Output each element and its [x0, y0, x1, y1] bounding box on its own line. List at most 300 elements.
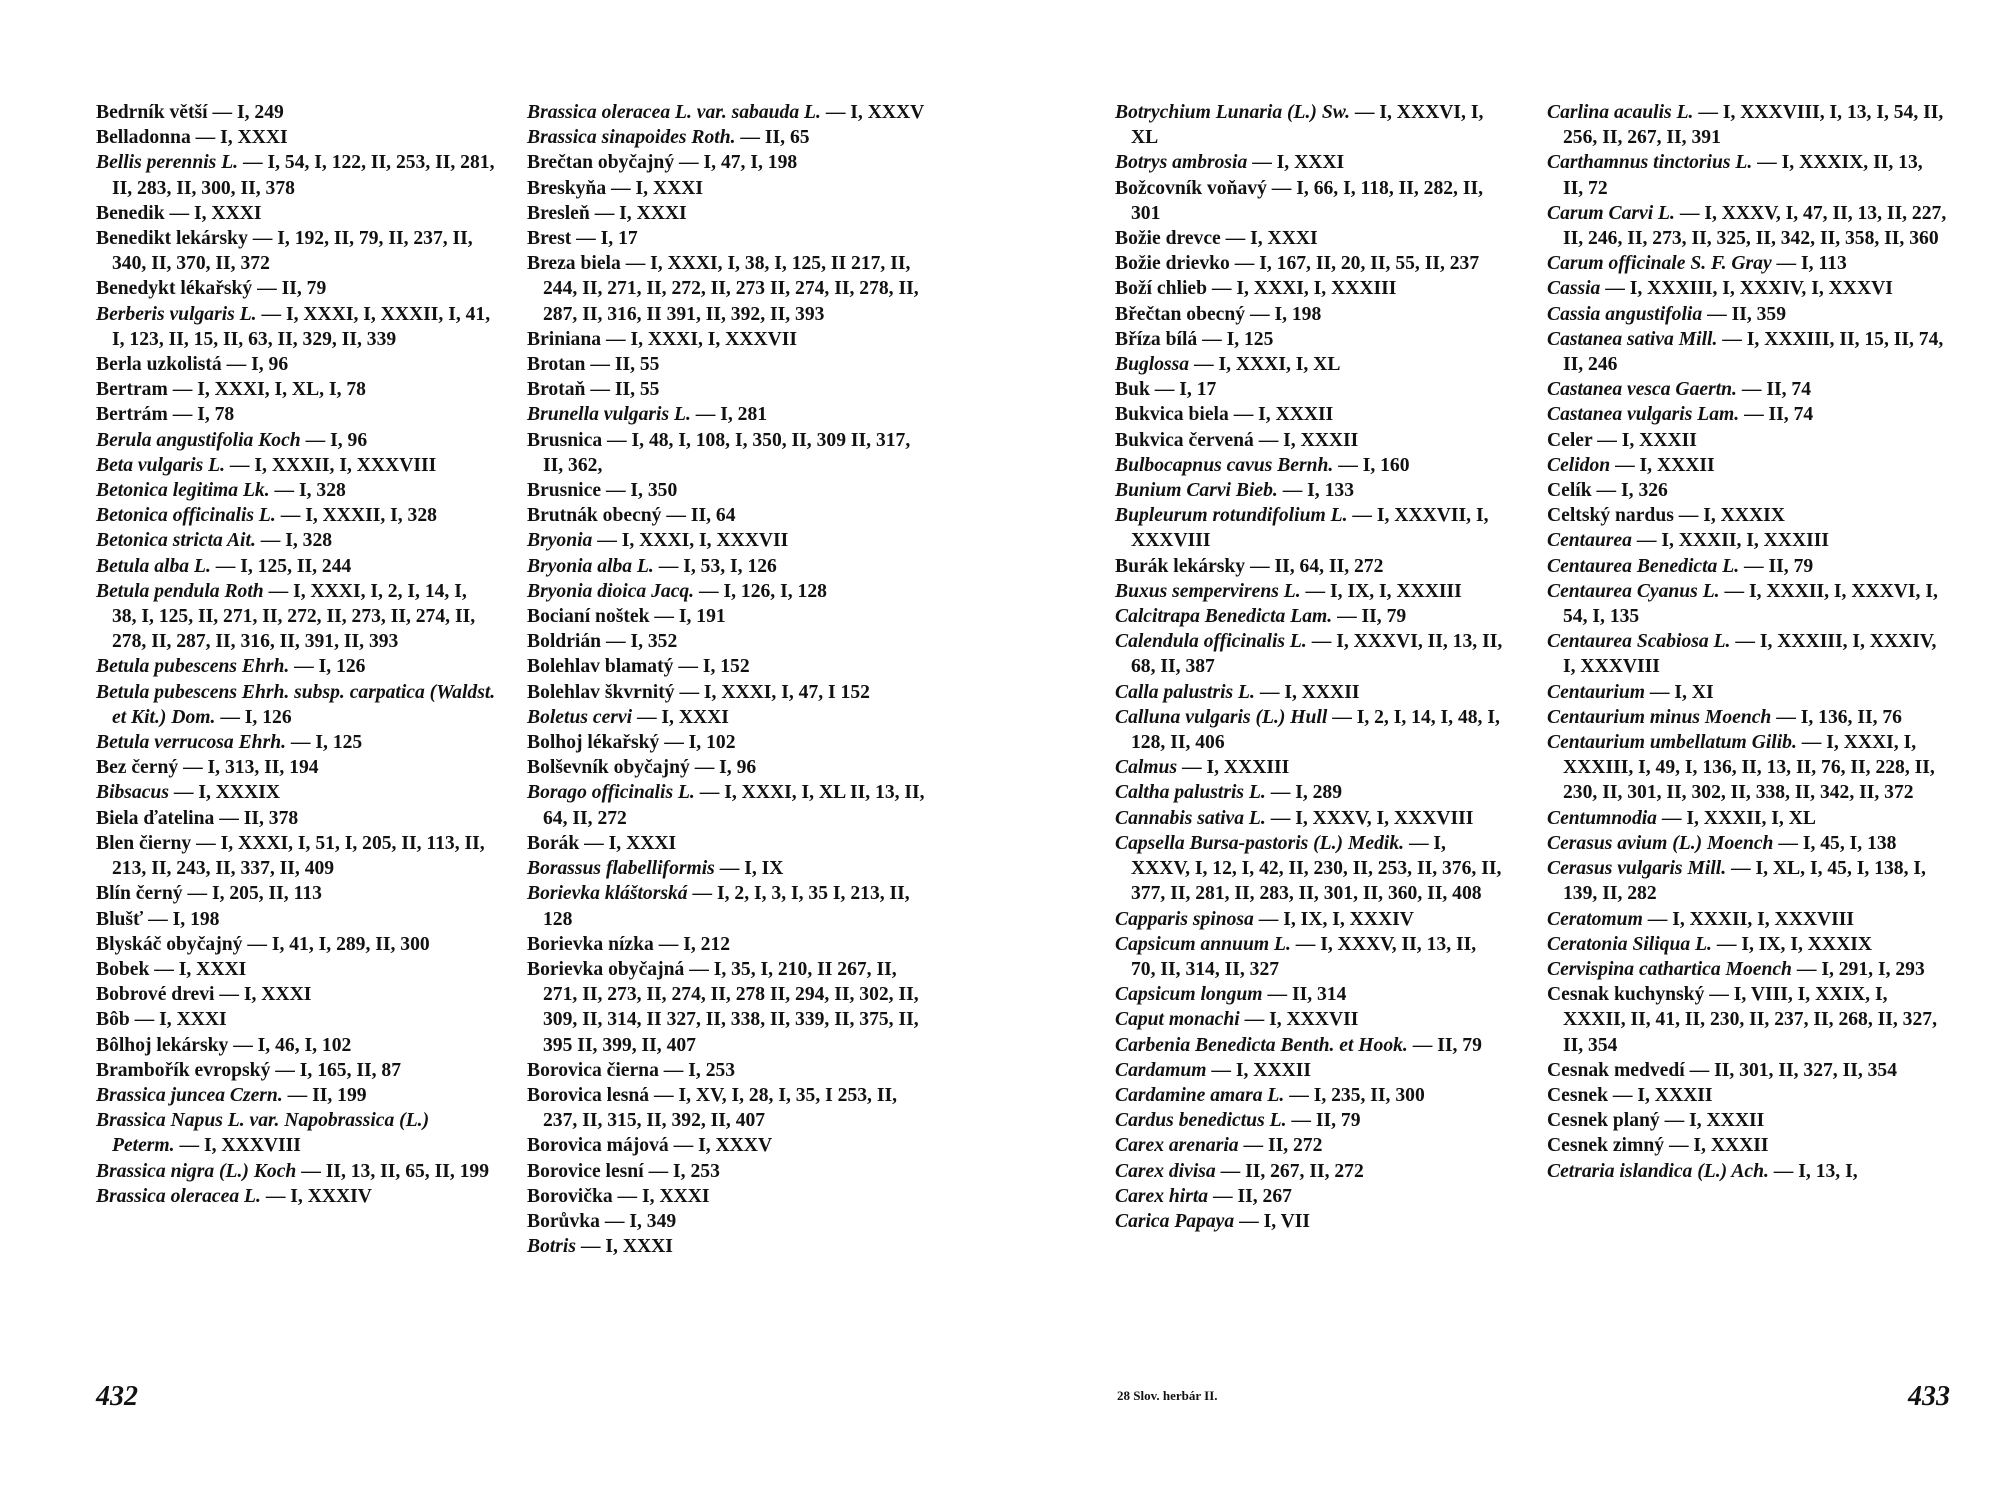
- index-entry: [1547, 907, 1947, 932]
- entry-refs: — I, 46, I, 102: [233, 1034, 352, 1056]
- index-entry: [1115, 1133, 1505, 1158]
- index-entry: [1547, 554, 1947, 579]
- index-entry: [527, 1083, 927, 1133]
- index-entry: [1115, 352, 1505, 377]
- entry-refs: — I, XL, I, 45, I, 138, I, 139, II, 282: [1563, 858, 1926, 905]
- index-entry: [527, 352, 927, 377]
- index-entry: [1547, 932, 1947, 957]
- entry-term: Břečtan obecný: [1115, 303, 1246, 325]
- entry-refs: — I, 136, II, 76: [1776, 706, 1902, 728]
- entry-term: Berberis vulgaris L.: [96, 303, 257, 325]
- index-entry: [1115, 377, 1505, 402]
- index-entry: [1547, 428, 1947, 453]
- index-column-4: [1547, 100, 1947, 1184]
- entry-refs: — I, XXXV, I, XXXVIII: [1270, 807, 1474, 829]
- entry-refs: — I, 17: [576, 228, 638, 250]
- entry-refs: — I, 125, II, 244: [215, 555, 352, 577]
- entry-term: Benedykt lékařský: [96, 278, 253, 300]
- index-entry: [527, 503, 927, 528]
- entry-term: Botrychium Lunaria (L.) Sw.: [1115, 102, 1350, 123]
- entry-refs: — I, XXXII, I, XXXVIII: [1647, 908, 1855, 930]
- entry-refs: — I, XI: [1649, 681, 1714, 703]
- entry-term: Brečtan obyčajný: [527, 152, 675, 174]
- index-entry: [1115, 402, 1505, 427]
- index-entry: [527, 251, 927, 327]
- entry-term: Borassus flabelliformis: [527, 858, 715, 880]
- entry-term: Bôb: [96, 1009, 130, 1031]
- entry-refs: — I, XXXI, I, XXXVII: [597, 530, 789, 552]
- entry-term: Bolševník obyčajný: [527, 757, 690, 779]
- entry-refs: — I, 13, I,: [1773, 1160, 1858, 1182]
- entry-refs: — I, 191: [654, 606, 726, 628]
- entry-term: Berula angustifolia Koch: [96, 429, 301, 451]
- index-entry: [527, 680, 927, 705]
- entry-term: Božie drievko: [1115, 253, 1230, 275]
- entry-term: Brambořík evropský: [96, 1059, 271, 1081]
- entry-refs: — I, 198: [148, 908, 220, 930]
- index-entry: [1547, 453, 1947, 478]
- entry-term: Buxus sempervirens L.: [1115, 580, 1301, 602]
- index-entry: [96, 932, 496, 957]
- entry-term: Calendula officinalis L.: [1115, 631, 1307, 653]
- entry-term: Carum Carvi L.: [1547, 202, 1675, 224]
- entry-refs: — I, 291, I, 293: [1796, 958, 1925, 980]
- entry-term: Bupleurum rotundifolium L.: [1115, 505, 1348, 527]
- entry-refs: — I, 253: [663, 1059, 736, 1081]
- entry-term: Capparis spinosa: [1115, 908, 1254, 930]
- index-entry: [96, 302, 496, 352]
- entry-refs: — I, 125: [290, 732, 363, 754]
- entry-refs: — I, XXXIII, I, XXXIV, I, XXXVI: [1605, 278, 1893, 300]
- entry-refs: — I, 328: [260, 530, 333, 552]
- entry-term: Carex arenaria: [1115, 1135, 1239, 1157]
- entry-refs: — I, XXXIX: [173, 782, 280, 804]
- entry-term: Bedrník větší: [96, 102, 208, 123]
- entry-refs: — II, 378: [219, 807, 299, 829]
- entry-refs: — I, XXXII: [1258, 429, 1359, 451]
- entry-refs: — I, 96: [694, 757, 757, 779]
- index-entry: [1115, 579, 1505, 604]
- index-entry: [527, 377, 927, 402]
- entry-term: Bez černý: [96, 757, 179, 779]
- index-entry: [96, 654, 496, 679]
- entry-refs: — II, 55: [590, 379, 660, 401]
- entry-term: Brassica oleracea L.: [96, 1185, 261, 1207]
- index-entry: [1547, 982, 1947, 1058]
- entry-refs: — II, 267, II, 272: [1220, 1160, 1364, 1182]
- entry-term: Carbenia Benedicta Benth. et Hook.: [1115, 1034, 1408, 1056]
- entry-refs: — I, XXXI: [617, 1185, 710, 1207]
- entry-refs: — I, XXXII, I, XXXIII: [1636, 530, 1829, 552]
- entry-refs: — I, 78: [172, 404, 235, 426]
- entry-refs: — I, 41, I, 289, II, 300: [247, 933, 430, 955]
- index-entry: [1547, 705, 1947, 730]
- entry-refs: — I, XXXII: [1668, 1135, 1769, 1157]
- entry-term: Boletus cervi: [527, 706, 633, 728]
- index-entry: [1547, 730, 1947, 806]
- index-entry: [527, 176, 927, 201]
- entry-term: Cesnak medvedí: [1547, 1059, 1685, 1081]
- index-entry: [1115, 780, 1505, 805]
- entry-term: Bresleň: [527, 202, 590, 224]
- index-entry: [1115, 251, 1505, 276]
- index-entry: [96, 881, 496, 906]
- entry-term: Cervispina cathartica Moench: [1547, 958, 1792, 980]
- entry-refs: — I, XXXVIII, I, 13, I, 54, II, 256, II, 267, II, 391: [1563, 102, 1944, 149]
- index-entry: [527, 226, 927, 251]
- entry-term: Benedik: [96, 202, 165, 224]
- entry-term: Cesnak kuchynský: [1547, 984, 1705, 1006]
- entry-term: Centaurea: [1547, 530, 1632, 552]
- index-entry: [527, 1234, 927, 1259]
- entry-term: Celtský nardus: [1547, 505, 1674, 527]
- index-entry: [96, 377, 496, 402]
- index-entry: [1547, 1133, 1947, 1158]
- index-entry: [1115, 982, 1505, 1007]
- index-entry: [1115, 932, 1505, 982]
- index-entry: [527, 604, 927, 629]
- entry-term: Bukvica biela: [1115, 404, 1229, 426]
- entry-term: Caput monachi: [1115, 1009, 1240, 1031]
- index-column-2: [527, 100, 927, 1259]
- entry-term: Cesnek zimný: [1547, 1135, 1665, 1157]
- entry-refs: — II, 79: [1291, 1110, 1361, 1132]
- index-entry: [1115, 554, 1505, 579]
- entry-refs: — II, 79: [1337, 606, 1407, 628]
- entry-refs: — I, 96: [226, 354, 289, 376]
- index-entry: [1115, 276, 1505, 301]
- entry-term: Bôlhoj lekársky: [96, 1034, 229, 1056]
- index-entry: [527, 1133, 927, 1158]
- page-number-left: 432: [96, 1381, 138, 1412]
- index-entry: [527, 528, 927, 553]
- index-entry: [96, 453, 496, 478]
- index-entry: [1547, 503, 1947, 528]
- entry-refs: — I, XXXI, I, 47, I 152: [679, 681, 870, 703]
- entry-term: Bříza bílá: [1115, 328, 1198, 350]
- entry-term: Carica Papaya: [1115, 1210, 1235, 1232]
- entry-term: Božcovník voňavý: [1115, 177, 1267, 199]
- entry-term: Breskyňa: [527, 177, 607, 199]
- entry-refs: — II, 267: [1213, 1185, 1292, 1207]
- entry-refs: — I, 349: [604, 1210, 677, 1232]
- entry-term: Cardamine amara L.: [1115, 1084, 1285, 1106]
- index-entry: [96, 352, 496, 377]
- index-entry: [1115, 831, 1505, 907]
- entry-term: Brunella vulgaris L.: [527, 404, 691, 426]
- entry-term: Botrys ambrosia: [1115, 152, 1248, 174]
- entry-refs: — II, 301, II, 327, II, 354: [1689, 1059, 1898, 1081]
- entry-term: Boldrián: [527, 631, 602, 653]
- entry-term: Blen čierny: [96, 832, 192, 854]
- entry-refs: — I, XXXIX, II, 13, II, 72: [1563, 152, 1923, 199]
- entry-term: Brassica sinapoides Roth.: [527, 127, 736, 149]
- index-entry: [1115, 907, 1505, 932]
- entry-refs: — I, XXXV, I, 47, II, 13, II, 227, II, 246, II, 273, II, 325, II, 342, II, 358, II, 360: [1563, 202, 1947, 250]
- index-entry: [1547, 100, 1947, 150]
- page-number-right: 433: [1908, 1381, 1950, 1412]
- index-entry: [96, 1007, 496, 1032]
- index-entry: [1115, 1184, 1505, 1209]
- entry-term: Capsicum annuum L.: [1115, 933, 1291, 955]
- entry-term: Cerasus vulgaris Mill.: [1547, 858, 1727, 880]
- entry-refs: — I, 328: [274, 480, 346, 502]
- index-entry: [1547, 957, 1947, 982]
- entry-term: Borievka obyčajná: [527, 958, 685, 980]
- index-entry: [1547, 150, 1947, 200]
- entry-refs: — I, 35, I, 210, II 267, II, 271, II, 273, II, 274, II, 278 II, 294, II, 302, II, 309, II, 314, II 327, II, 338, II, 339, II, 375, II, 395 II, 399, II, 407: [543, 958, 919, 1056]
- entry-refs: — II, 13, II, 65, II, 199: [301, 1160, 490, 1182]
- entry-term: Borievka nízka: [527, 933, 654, 955]
- entry-refs: — I, XXXII: [1259, 681, 1360, 703]
- index-entry: [527, 957, 927, 1058]
- entry-refs: — I, XXXI, I, XXXIII, I, 49, I, 136, II, 13, II, 76, II, 228, II, 230, II, 301, II, 302, II, 338, II, 342, II, 372: [1563, 732, 1935, 804]
- entry-refs: — I, XXXIX: [1678, 505, 1785, 527]
- entry-refs: — I, XXXVII: [1244, 1009, 1359, 1031]
- index-entry: [1547, 402, 1947, 427]
- index-entry: [96, 1108, 496, 1158]
- entry-refs: — I, 352: [605, 631, 678, 653]
- entry-term: Cetraria islandica (L.) Ach.: [1547, 1160, 1769, 1182]
- index-entry: [1547, 251, 1947, 276]
- entry-refs: — I, 281: [695, 404, 768, 426]
- entry-term: Centaurea Scabiosa L.: [1547, 631, 1731, 653]
- entry-refs: — I, 53, I, 126: [658, 555, 777, 577]
- index-entry: [1547, 1058, 1947, 1083]
- index-entry: [1547, 1108, 1947, 1133]
- entry-term: Borievka kláštorská: [527, 883, 688, 905]
- entry-refs: — I, XXXVI, II, 13, II, 68, II, 387: [1131, 631, 1503, 678]
- entry-term: Ceratonia Siliqua L.: [1547, 933, 1712, 955]
- index-entry: [527, 1159, 927, 1184]
- index-entry: [96, 730, 496, 755]
- index-entry: [96, 780, 496, 805]
- entry-refs: — II, 79: [1412, 1034, 1482, 1056]
- entry-term: Bolehlav blamatý: [527, 656, 674, 678]
- entry-refs: — I, XXXI, I, 38, I, 125, II 217, II, 244, II, 271, II, 272, II, 273 II, 274, II, 278, II, 287, II, 316, II 391, II, 392, II, 393: [543, 253, 919, 325]
- entry-refs: — I, XXXI: [154, 958, 247, 980]
- entry-refs: — I, XXXIV: [265, 1185, 372, 1207]
- index-entry: [1547, 201, 1947, 251]
- entry-refs: — II, 64: [666, 505, 736, 527]
- entry-refs: — I, XXXI, I, XXXVII: [605, 328, 798, 350]
- index-entry: [527, 150, 927, 175]
- entry-refs: — II, 74: [1741, 379, 1811, 401]
- entry-term: Betula verrucosa Ehrh.: [96, 732, 286, 754]
- index-entry: [1115, 680, 1505, 705]
- entry-refs: — I, XXXI: [219, 984, 312, 1006]
- entry-term: Biela ďatelina: [96, 807, 215, 829]
- entry-term: Carthamnus tinctorius L.: [1547, 152, 1753, 174]
- entry-refs: — I, XXXI: [1225, 228, 1318, 250]
- entry-term: Betonica legitima Lk.: [96, 480, 270, 502]
- entry-refs: — I, 253: [648, 1160, 720, 1182]
- entry-refs: — I, XXXVI, I, XL: [1131, 102, 1484, 149]
- index-entry: [1115, 1083, 1505, 1108]
- entry-term: Brusnica: [527, 429, 603, 451]
- entry-refs: — II, 359: [1707, 303, 1787, 325]
- entry-term: Breza biela: [527, 253, 621, 275]
- index-entry: [527, 1209, 927, 1234]
- entry-refs: — I, XXXI: [636, 706, 729, 728]
- entry-term: Castanea vulgaris Lam.: [1547, 404, 1740, 426]
- index-entry: [1115, 1209, 1505, 1234]
- entry-term: Bulbocapnus cavus Bernh.: [1115, 454, 1334, 476]
- index-entry: [96, 150, 496, 200]
- index-entry: [527, 125, 927, 150]
- entry-refs: — I, XV, I, 28, I, 35, I 253, II, 237, II, 315, II, 392, II, 407: [543, 1084, 897, 1132]
- entry-term: Cannabis sativa L.: [1115, 807, 1266, 829]
- index-entry: [96, 428, 496, 453]
- entry-refs: — I, 126: [220, 706, 292, 728]
- index-entry: [1547, 1083, 1947, 1108]
- entry-term: Bobek: [96, 958, 150, 980]
- entry-term: Betula pendula Roth: [96, 580, 264, 602]
- entry-term: Betula alba L.: [96, 555, 211, 577]
- entry-refs: — I, XXXI, I, XXXII, I, 41, I, 123, II, 15, II, 63, II, 329, II, 339: [112, 303, 491, 350]
- entry-refs: — I, XXXV, II, 13, II, 70, II, 314, II, 327: [1131, 933, 1477, 980]
- entry-refs: — I, XXXI, I, 2, I, 14, I, 38, I, 125, II, 271, II, 272, II, 273, II, 274, II, 278, II, 287, II, 316, II, 391, II, 393: [112, 580, 476, 653]
- index-entry: [1115, 1159, 1505, 1184]
- entry-refs: — I, XXXI: [1252, 152, 1345, 174]
- entry-refs: — II, 199: [287, 1084, 367, 1106]
- index-entry: [1115, 604, 1505, 629]
- index-entry: [1115, 176, 1505, 226]
- index-entry: [96, 982, 496, 1007]
- entry-refs: — I, XXXII, I, XXXVIII: [229, 454, 437, 476]
- entry-refs: — I, XXXV: [825, 102, 925, 123]
- index-entry: [1547, 327, 1947, 377]
- entry-term: Blušť: [96, 908, 144, 930]
- entry-term: Cardus benedictus L.: [1115, 1110, 1287, 1132]
- index-entry: [1115, 755, 1505, 780]
- entry-refs: — I, 133: [1282, 480, 1354, 502]
- entry-refs: — I, 205, II, 113: [187, 883, 322, 905]
- index-entry: [96, 1058, 496, 1083]
- entry-term: Calmus: [1115, 757, 1178, 779]
- entry-term: Carex hirta: [1115, 1185, 1209, 1207]
- entry-term: Bocianí noštek: [527, 606, 650, 628]
- entry-term: Bryonia dioica Jacq.: [527, 580, 695, 602]
- entry-term: Celidon: [1547, 454, 1611, 476]
- entry-term: Cardamum: [1115, 1059, 1207, 1081]
- entry-refs: — I, XXXI: [611, 177, 704, 199]
- index-entry: [1115, 1058, 1505, 1083]
- index-entry: [1115, 226, 1505, 251]
- entry-term: Briniana: [527, 328, 602, 350]
- entry-term: Bolhoj lékařský: [527, 732, 660, 754]
- index-entry: [96, 554, 496, 579]
- index-entry: [96, 226, 496, 276]
- index-entry: [96, 806, 496, 831]
- index-entry: [527, 327, 927, 352]
- entry-refs: — I, XXXI: [584, 832, 677, 854]
- entry-term: Carex divisa: [1115, 1160, 1216, 1182]
- entry-refs: — I, IX, I, XXXIII: [1305, 580, 1462, 602]
- index-entry: [1547, 806, 1947, 831]
- entry-term: Calcitrapa Benedicta Lam.: [1115, 606, 1333, 628]
- entry-refs: — I, 125: [1202, 328, 1274, 350]
- index-entry: [1115, 327, 1505, 352]
- entry-term: Berla uzkolistá: [96, 354, 222, 376]
- index-entry: [96, 831, 496, 881]
- entry-refs: — I, XXXII, I, 328: [280, 505, 437, 527]
- entry-refs: — II, 314: [1267, 984, 1347, 1006]
- entry-refs: — II, 55: [590, 354, 660, 376]
- entry-refs: — I, XXXII: [1664, 1110, 1765, 1132]
- index-entry: [527, 654, 927, 679]
- index-entry: [1115, 705, 1505, 755]
- entry-term: Benedikt lekársky: [96, 228, 248, 250]
- entry-refs: — I, XXXI: [580, 1236, 673, 1258]
- entry-term: Centaurea Benedicta L.: [1547, 555, 1740, 577]
- entry-term: Capsella Bursa-pastoris (L.) Medik.: [1115, 832, 1405, 854]
- index-entry: [1115, 453, 1505, 478]
- entry-term: Blín černý: [96, 883, 183, 905]
- entry-refs: — II, 65: [740, 127, 810, 149]
- entry-term: Brotan: [527, 354, 586, 376]
- entry-term: Celík: [1547, 480, 1592, 502]
- entry-term: Brassica Napus L. var. Napobrassica (L.) Peterm.: [96, 1110, 430, 1157]
- index-entry: [96, 503, 496, 528]
- index-entry: [527, 881, 927, 931]
- index-entry: [527, 100, 927, 125]
- index-entry: [527, 478, 927, 503]
- entry-term: Brest: [527, 228, 572, 250]
- entry-term: Buk: [1115, 379, 1150, 401]
- index-entry: [1547, 276, 1947, 301]
- entry-term: Carlina acaulis L.: [1547, 102, 1694, 123]
- entry-term: Borago officinalis L.: [527, 782, 695, 804]
- entry-refs: — I, XXXII: [1233, 404, 1334, 426]
- index-entry: [96, 755, 496, 780]
- entry-term: Caltha palustris L.: [1115, 782, 1266, 804]
- entry-refs: — I, XXXII, I, XL: [1661, 807, 1816, 829]
- entry-term: Cassia angustifolia: [1547, 303, 1703, 325]
- index-entry: [1115, 428, 1505, 453]
- entry-refs: — I, VIII, I, XXIX, I, XXXII, II, 41, II, 230, II, 237, II, 268, II, 327, II, 354: [1563, 984, 1937, 1056]
- index-entry: [527, 780, 927, 830]
- index-entry: [527, 579, 927, 604]
- entry-refs: — I, IX, I, XXXIX: [1716, 933, 1872, 955]
- entry-refs: — I, 165, II, 87: [275, 1059, 402, 1081]
- entry-refs: — I, 2, I, 14, I, 48, I, 128, II, 406: [1131, 706, 1500, 754]
- index-entry: [96, 1033, 496, 1058]
- entry-term: Cassia: [1547, 278, 1601, 300]
- entry-refs: — I, IX, I, XXXIV: [1258, 908, 1414, 930]
- entry-term: Beta vulgaris L.: [96, 454, 225, 476]
- index-entry: [96, 957, 496, 982]
- index-entry: [96, 579, 496, 655]
- entry-term: Bryonia: [527, 530, 593, 552]
- index-entry: [96, 1159, 496, 1184]
- entry-term: Bobrové drevi: [96, 984, 215, 1006]
- index-entry: [96, 907, 496, 932]
- entry-term: Buglossa: [1115, 354, 1190, 376]
- entry-refs: — I, XXXIII: [1181, 757, 1290, 779]
- entry-refs: — I, XXXIII, I, XXXIV, I, XXXVIII: [1563, 631, 1937, 678]
- entry-term: Betula pubescens Ehrh. subsp. carpatica (Waldst. et Kit.) Dom.: [96, 681, 496, 728]
- entry-refs: — I, XXXII: [1612, 1084, 1713, 1106]
- entry-term: Burák lekársky: [1115, 555, 1246, 577]
- index-entry: [96, 125, 496, 150]
- entry-refs: — I, 126, I, 128: [699, 580, 827, 602]
- entry-refs: — I, 235, II, 300: [1289, 1084, 1425, 1106]
- entry-term: Borovička: [527, 1185, 613, 1207]
- entry-term: Bellis perennis L.: [96, 152, 239, 174]
- entry-refs: — I, 192, II, 79, II, 237, II, 340, II, 370, II, 372: [112, 228, 473, 275]
- entry-refs: — I, 350: [605, 480, 678, 502]
